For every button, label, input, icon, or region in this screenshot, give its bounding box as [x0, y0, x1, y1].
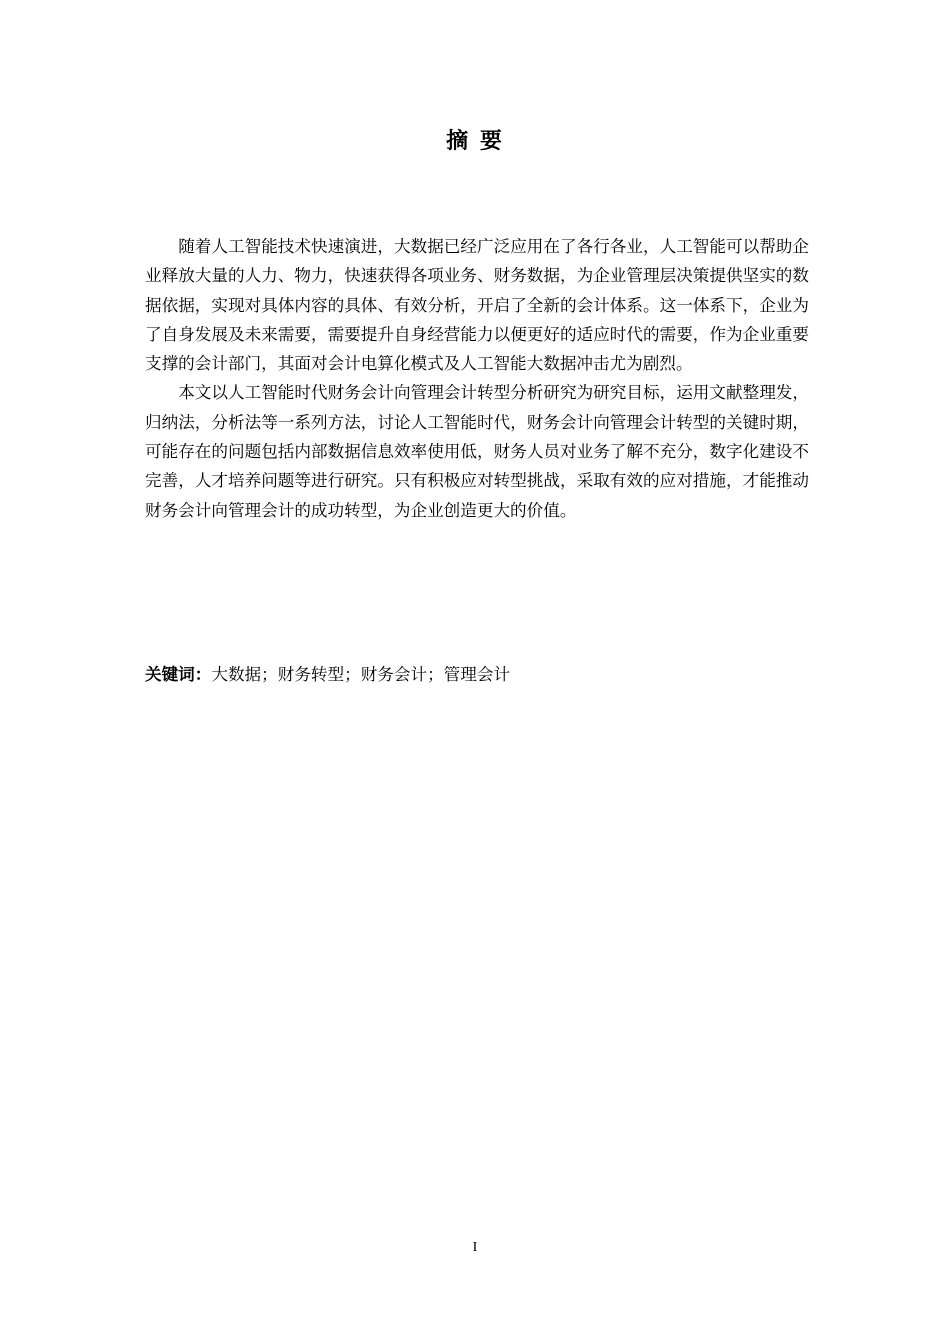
abstract-body: [145, 232, 809, 525]
abstract-paragraph-2: 本文以人工智能时代财务会计向管理会计转型分析研究为研究目标，运用文献整理发，归纳法，分析法等一系列方法，讨论人工智能时代，财务会计向管理会计转型的关键时期，可能存在的问题包括内部数据信息效率使用低，财务人员对业务了解不充分，数字化建设不完善，人才培养问题等进行研究。只有积极应对转型挑战，采取有效的应对措施，才能推动财务会计向管理会计的成功转型，为企业创造更大的价值。: [145, 383, 809, 520]
keywords-text: 大数据；财务转型；财务会计；管理会计: [211, 665, 511, 684]
keywords-line: [145, 660, 809, 690]
keywords-label: 关键词：: [145, 665, 212, 684]
abstract-paragraph-1: 随着人工智能技术快速演进，大数据已经广泛应用在了各行各业，人工智能可以帮助企业释放大量的人力、物力，快速获得各项业务、财务数据，为企业管理层决策提供坚实的数据依据，实现对具体内容的具体、有效分析，开启了全新的会计体系。这一体系下，企业为了自身发展及未来需要，需要提升自身经营能力以便更好的适应时代的需要，作为企业重要支撑的会计部门，其面对会计电算化模式及人工智能大数据冲击尤为剧烈。: [145, 237, 809, 374]
page-number: I: [472, 1240, 478, 1255]
abstract-title: 摘 要: [446, 129, 504, 154]
